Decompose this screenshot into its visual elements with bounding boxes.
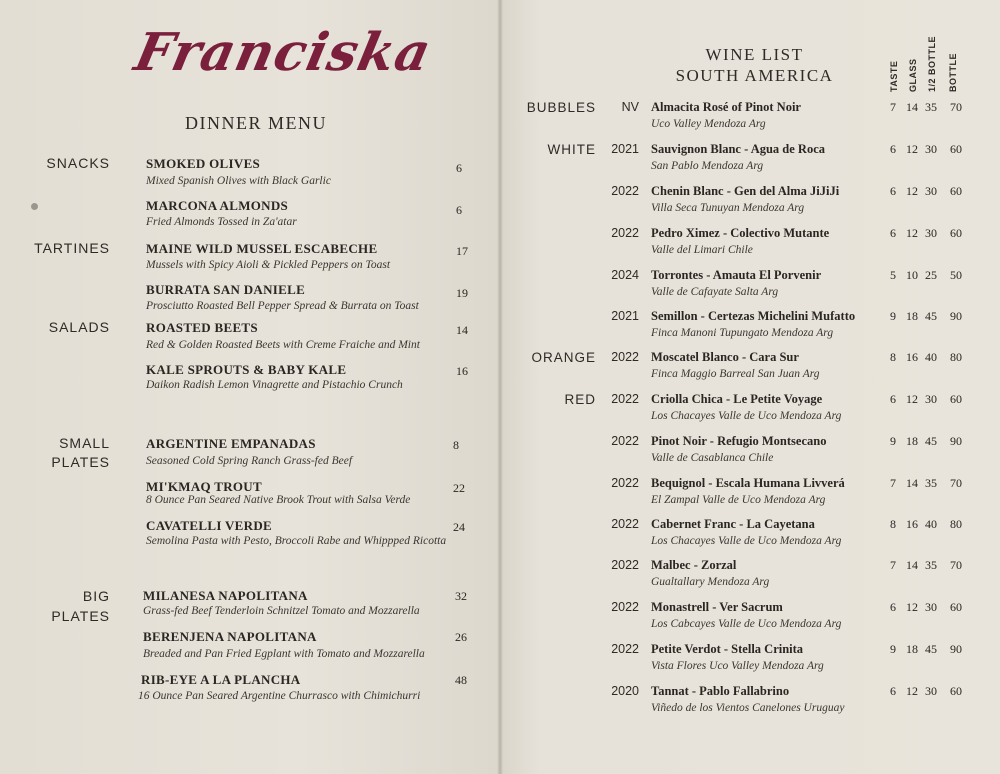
wine-region: Finca Manoni Tupungato Mendoza Arg xyxy=(651,327,834,339)
wine-price-half-bottle: 25 xyxy=(925,268,937,282)
wine-price-glass: 16 xyxy=(906,350,918,364)
wine-vintage: 2022 xyxy=(611,392,639,406)
wine-price-bottle: 50 xyxy=(950,268,962,282)
wine-price-taste: 5 xyxy=(890,268,896,282)
wine-price-bottle: 80 xyxy=(950,350,962,364)
wine-name: Sauvignon Blanc - Agua de Roca xyxy=(651,142,825,156)
wine-name: Criolla Chica - Le Petite Voyage xyxy=(651,392,823,406)
wine-vintage: 2022 xyxy=(611,350,639,364)
dish-name: MILANESA NAPOLITANA xyxy=(143,588,308,603)
wine-price-bottle: 60 xyxy=(950,684,962,698)
wine-price-bottle: 60 xyxy=(950,226,962,240)
wine-price-glass: 12 xyxy=(906,392,918,406)
dish-price: 8 xyxy=(453,438,459,452)
dish-name: MI'KMAQ TROUT xyxy=(146,479,262,494)
wine-price-half-bottle: 45 xyxy=(925,309,937,323)
category-small-plates-line2: PLATES xyxy=(51,454,110,470)
category-big-plates-line1: BIG xyxy=(82,588,110,604)
wine-vintage: 2022 xyxy=(611,600,639,614)
wine-name: Cabernet Franc - La Cayetana xyxy=(651,517,815,531)
wine-price-taste: 7 xyxy=(890,558,896,572)
dish-price: 32 xyxy=(455,589,467,603)
column-header-taste: TASTE xyxy=(889,60,899,92)
wine-price-glass: 14 xyxy=(906,558,918,572)
dish-description: Breaded and Pan Fried Egplant with Tomato and Mozzarella xyxy=(143,648,425,660)
wine-price-taste: 6 xyxy=(890,600,896,614)
dish-price: 48 xyxy=(455,673,467,687)
dish-name: MARCONA ALMONDS xyxy=(146,198,289,213)
wine-price-bottle: 70 xyxy=(950,476,962,490)
dish-description: 16 Ounce Pan Seared Argentine Churrasco with Chimichurri xyxy=(138,690,421,702)
wine-price-glass: 18 xyxy=(906,434,918,448)
dinner-menu-title: DINNER MENU xyxy=(185,113,327,133)
dish-description: Mussels with Spicy Aioli & Pickled Peppers on Toast xyxy=(146,259,391,271)
decorative-dot xyxy=(31,203,38,210)
wine-region: Vista Flores Uco Valley Mendoza Arg xyxy=(651,660,824,672)
wine-price-half-bottle: 30 xyxy=(925,600,937,614)
wine-region: Villa Seca Tunuyan Mendoza Arg xyxy=(651,202,805,214)
wine-name: Almacita Rosé of Pinot Noir xyxy=(651,100,801,114)
wine-price-half-bottle: 40 xyxy=(925,350,937,364)
wine-price-taste: 9 xyxy=(890,434,896,448)
wine-vintage: 2022 xyxy=(611,476,639,490)
wine-category-bubbles: BUBBLES xyxy=(526,100,596,115)
column-header-bottle: BOTTLE xyxy=(948,53,958,92)
dish-description: Daikon Radish Lemon Vinagrette and Pistachio Crunch xyxy=(146,379,403,391)
dish-name: BERENJENA NAPOLITANA xyxy=(143,629,317,644)
column-header-half-bottle: 1/2 BOTTLE xyxy=(927,35,937,92)
dish-name: ROASTED BEETS xyxy=(146,320,258,335)
wine-region: Valle de Cafayate Salta Arg xyxy=(651,286,779,298)
wine-price-glass: 12 xyxy=(906,226,918,240)
wine-price-half-bottle: 30 xyxy=(925,226,937,240)
wine-vintage: 2021 xyxy=(611,142,639,156)
wine-list-title-line2: SOUTH AMERICA xyxy=(675,66,834,85)
wine-price-bottle: 70 xyxy=(950,100,962,114)
wine-price-half-bottle: 30 xyxy=(925,142,937,156)
wine-vintage: 2024 xyxy=(611,268,639,282)
column-header-glass: GLASS xyxy=(908,58,918,92)
dish-price: 22 xyxy=(453,481,465,495)
wine-name: Tannat - Pablo Fallabrino xyxy=(651,684,790,698)
wine-price-glass: 12 xyxy=(906,184,918,198)
wine-price-bottle: 90 xyxy=(950,434,962,448)
wine-price-half-bottle: 45 xyxy=(925,642,937,656)
wine-name: Petite Verdot - Stella Crinita xyxy=(651,642,804,656)
dish-description: Mixed Spanish Olives with Black Garlic xyxy=(146,175,331,187)
wine-price-half-bottle: 35 xyxy=(925,100,937,114)
dish-price: 6 xyxy=(456,203,462,217)
wine-name: Torrontes - Amauta El Porvenir xyxy=(651,268,822,282)
wine-price-glass: 12 xyxy=(906,684,918,698)
dish-price: 17 xyxy=(456,244,468,258)
dish-description: Seasoned Cold Spring Ranch Grass-fed Beef xyxy=(146,455,353,467)
wine-category-red: RED xyxy=(564,392,596,407)
wine-price-bottle: 70 xyxy=(950,558,962,572)
wine-region: Uco Valley Mendoza Arg xyxy=(651,118,766,130)
wine-price-taste: 8 xyxy=(890,517,896,531)
dish-name: CAVATELLI VERDE xyxy=(146,518,273,533)
wine-price-taste: 7 xyxy=(890,476,896,490)
wine-region: San Pablo Mendoza Arg xyxy=(651,160,764,172)
wine-region: Los Cabcayes Valle de Uco Mendoza Arg xyxy=(651,618,842,630)
wine-name: Bequignol - Escala Humana Livverá xyxy=(651,476,845,490)
wine-name: Malbec - Zorzal xyxy=(651,558,737,572)
wine-price-taste: 7 xyxy=(890,100,896,114)
wine-region: Viñedo de los Vientos Canelones Uruguay xyxy=(651,702,845,714)
wine-list-title xyxy=(662,44,847,86)
wine-region: Los Chacayes Valle de Uco Mendoza Arg xyxy=(651,535,842,547)
dish-description: Grass-fed Beef Tenderloin Schnitzel Tomato and Mozzarella xyxy=(143,605,420,617)
wine-price-half-bottle: 30 xyxy=(925,392,937,406)
wine-price-taste: 6 xyxy=(890,684,896,698)
wine-vintage: NV xyxy=(621,100,639,114)
wine-price-bottle: 90 xyxy=(950,309,962,323)
wine-price-taste: 8 xyxy=(890,350,896,364)
wine-vintage: 2022 xyxy=(611,642,639,656)
category-salads: SALADS xyxy=(48,319,110,335)
dish-name: ARGENTINE EMPANADAS xyxy=(146,436,316,451)
wine-price-bottle: 60 xyxy=(950,392,962,406)
dish-name: MAINE WILD MUSSEL ESCABECHE xyxy=(146,241,378,256)
dish-description: Fried Almonds Tossed in Za'atar xyxy=(146,216,297,228)
wine-vintage: 2022 xyxy=(611,434,639,448)
wine-region: El Zampal Valle de Uco Mendoza Arg xyxy=(651,494,826,506)
wine-region: Valle del Limari Chile xyxy=(651,244,753,256)
wine-price-bottle: 80 xyxy=(950,517,962,531)
wine-category-white: WHITE xyxy=(547,142,596,157)
wine-price-glass: 12 xyxy=(906,600,918,614)
wine-price-glass: 14 xyxy=(906,100,918,114)
wine-vintage: 2020 xyxy=(611,684,639,698)
wine-price-taste: 6 xyxy=(890,184,896,198)
wine-price-bottle: 90 xyxy=(950,642,962,656)
dish-description: Semolina Pasta with Pesto, Broccoli Rabe and Whippped Ricotta xyxy=(146,535,447,547)
wine-vintage: 2022 xyxy=(611,226,639,240)
wine-list-page xyxy=(500,0,1000,774)
dish-description: 8 Ounce Pan Seared Native Brook Trout with Salsa Verde xyxy=(146,494,411,506)
wine-price-half-bottle: 35 xyxy=(925,558,937,572)
wine-region: Finca Maggio Barreal San Juan Arg xyxy=(651,368,820,380)
wine-list-title-line1: WINE LIST xyxy=(705,45,804,64)
wine-price-glass: 18 xyxy=(906,309,918,323)
wine-price-half-bottle: 30 xyxy=(925,184,937,198)
wine-category-orange: ORANGE xyxy=(531,350,596,365)
wine-price-taste: 6 xyxy=(890,392,896,406)
wine-price-taste: 9 xyxy=(890,309,896,323)
page-fold xyxy=(497,0,503,774)
wine-vintage: 2022 xyxy=(611,517,639,531)
dish-name: RIB-EYE A LA PLANCHA xyxy=(141,672,301,687)
wine-name: Semillon - Certezas Michelini Mufatto xyxy=(651,309,856,323)
wine-price-bottle: 60 xyxy=(950,600,962,614)
wine-price-glass: 18 xyxy=(906,642,918,656)
dish-price: 6 xyxy=(456,161,462,175)
wine-price-half-bottle: 45 xyxy=(925,434,937,448)
wine-name: Pedro Ximez - Colectivo Mutante xyxy=(651,226,830,240)
wine-price-taste: 6 xyxy=(890,226,896,240)
wine-price-glass: 14 xyxy=(906,476,918,490)
dish-name: KALE SPROUTS & BABY KALE xyxy=(146,362,347,377)
wine-vintage: 2021 xyxy=(611,309,639,323)
dish-name: BURRATA SAN DANIELE xyxy=(146,282,306,297)
wine-region: Gualtallary Mendoza Arg xyxy=(651,576,770,588)
restaurant-logo: Franciska xyxy=(129,22,437,83)
wine-price-glass: 12 xyxy=(906,142,918,156)
wine-price-half-bottle: 35 xyxy=(925,476,937,490)
wine-name: Moscatel Blanco - Cara Sur xyxy=(651,350,799,364)
wine-price-glass: 10 xyxy=(906,268,918,282)
wine-price-taste: 9 xyxy=(890,642,896,656)
wine-region: Los Chacayes Valle de Uco Mendoza Arg xyxy=(651,410,842,422)
wine-price-half-bottle: 30 xyxy=(925,684,937,698)
dish-price: 24 xyxy=(453,520,465,534)
dish-description: Prosciutto Roasted Bell Pepper Spread & Burrata on Toast xyxy=(146,300,419,312)
dish-name: SMOKED OLIVES xyxy=(146,156,261,171)
wine-price-taste: 6 xyxy=(890,142,896,156)
dish-price: 26 xyxy=(455,630,467,644)
wine-region: Valle de Casablanca Chile xyxy=(651,452,774,464)
dish-description: Red & Golden Roasted Beets with Creme Fraiche and Mint xyxy=(146,339,420,351)
wine-name: Chenin Blanc - Gen del Alma JiJiJi xyxy=(651,184,840,198)
wine-price-bottle: 60 xyxy=(950,184,962,198)
category-tartines: TARTINES xyxy=(34,240,110,256)
category-small-plates-line1: SMALL xyxy=(59,435,110,451)
wine-name: Monastrell - Ver Sacrum xyxy=(651,600,783,614)
category-big-plates-line2: PLATES xyxy=(51,608,110,624)
wine-vintage: 2022 xyxy=(611,558,639,572)
dish-price: 19 xyxy=(456,286,468,300)
wine-price-glass: 16 xyxy=(906,517,918,531)
category-snacks: SNACKS xyxy=(46,155,110,171)
dish-price: 14 xyxy=(456,323,468,337)
wine-price-half-bottle: 40 xyxy=(925,517,937,531)
wine-vintage: 2022 xyxy=(611,184,639,198)
wine-name: Pinot Noir - Refugio Montsecano xyxy=(651,434,827,448)
wine-price-bottle: 60 xyxy=(950,142,962,156)
dish-price: 16 xyxy=(456,364,468,378)
